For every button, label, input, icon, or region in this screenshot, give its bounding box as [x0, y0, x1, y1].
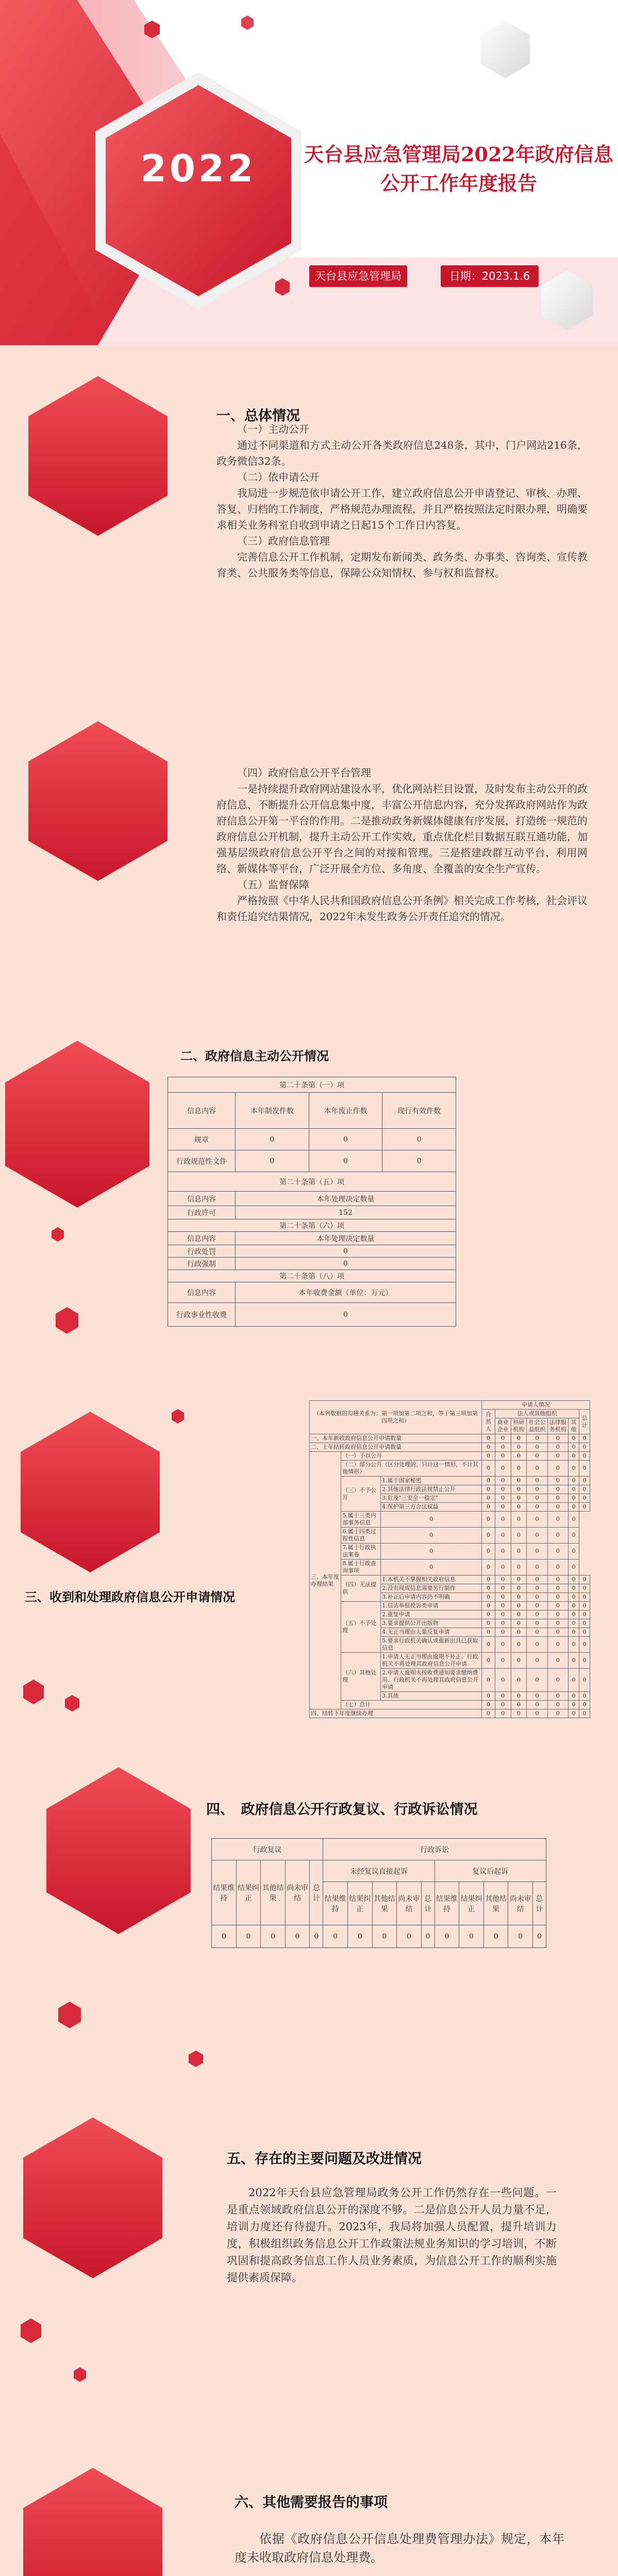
table-cell-value: 0 — [511, 1611, 527, 1619]
table-cell-value: 0 — [495, 1628, 511, 1637]
table-col-header: 本年制发件数 — [236, 1093, 309, 1129]
s1-paragraph-4: 一是持续提升政府网站建设水平，优化网站栏目设置，及时发布主动公开的政府信息，不断提升公开信息集中度，丰富公开信息内容，充分发挥政府网站作为政府信息公开第一平台的作用。二是推动政务新媒体健康有序发展，打造统一规范的政府信息公开机制，提升主动公开工作实效，重点优化栏目数据互联互通功能，加强基层级政府信息公开平台之间的对接和管理。三是搭建政群互动平台，利用网络、新媒体等平台，广泛开展全方位、多角度、全覆盖的安全生产宣传。 — [216, 783, 588, 875]
table-cell-value: 0 — [511, 1669, 527, 1692]
section-3-title: 三、收到和处理政府信息公开申请情况 — [25, 1589, 235, 1604]
section-1-title: 一、总体情况 — [216, 408, 300, 424]
table-row: （四）无法提供 1.本机关不掌握相关政府信息 0 0 0 0 0 0 0 — [310, 1575, 590, 1584]
title-line-1: 天台县应急管理局2022年政府信息 — [304, 143, 613, 166]
table-cell-value: 0 — [547, 1503, 568, 1512]
table-cell-value: 0 — [482, 1560, 495, 1575]
table-cell-value: 0 — [547, 1593, 568, 1602]
table-cell-value: 0 — [579, 1503, 590, 1512]
table-cell-value: 0 — [482, 1709, 495, 1718]
table-cell-value: 0 — [482, 1528, 495, 1544]
table-cell-value: 0 — [527, 1560, 547, 1575]
table-col-header: 自然人 — [482, 1410, 495, 1434]
table-col-header: 现行有效件数 — [382, 1093, 456, 1129]
table-cell-value: 0 — [569, 1628, 579, 1637]
section-6-body — [235, 2530, 564, 2567]
table-cell-value: 0 — [495, 1701, 511, 1709]
table-cell-value: 0 — [495, 1485, 511, 1494]
table-cell-value: 0 — [511, 1637, 527, 1653]
table-cell-value: 0 — [569, 1512, 579, 1528]
table-cell-value: 0 — [527, 1434, 547, 1443]
table-cell-value: 0 — [569, 1528, 579, 1544]
table-cell-value: 0 — [397, 1925, 422, 1948]
table-cell-value: 0 — [482, 1637, 495, 1653]
table-cell-value: 0 — [511, 1602, 527, 1611]
table-cell-value: 0 — [527, 1584, 547, 1593]
table-cell-value: 0 — [511, 1452, 527, 1461]
table-cell-value: 0 — [579, 1434, 590, 1443]
table-cell-value: 0 — [527, 1452, 547, 1461]
table-cell-value: 0 — [495, 1494, 511, 1503]
s1-subheading-5: （五）监督保障 — [237, 878, 309, 891]
table-cell-value: 0 — [495, 1477, 511, 1485]
table-cell-value: 0 — [569, 1584, 579, 1593]
table-cell-value: 0 — [482, 1669, 495, 1692]
table-row: 3.其他 0 0 0 0 0 0 0 — [310, 1692, 590, 1701]
section-6-title: 六、其他需要报告的事项 — [235, 2495, 388, 2511]
table-cell-value: 0 — [579, 1701, 590, 1709]
table-cell-value: 0 — [527, 1593, 547, 1602]
table-cell-value: 0 — [527, 1485, 547, 1494]
table-cell-value: 0 — [482, 1619, 495, 1628]
table-cell-value: 0 — [547, 1485, 568, 1494]
table-cell-value: 0 — [569, 1709, 579, 1718]
table-cell-value: 0 — [511, 1692, 527, 1701]
table-cell-value: 0 — [495, 1443, 511, 1452]
table-cell-value: 0 — [527, 1512, 547, 1528]
table-row: 3.危及"三安全一稳定" 0 0 0 0 0 0 0 — [310, 1494, 590, 1503]
table-cell-value: 0 — [579, 1709, 590, 1718]
table-cell-value: 0 — [508, 1925, 533, 1948]
table-cell-value: 0 — [511, 1544, 527, 1560]
table-cell-value: 0 — [482, 1434, 495, 1443]
table-cell-value: 0 — [569, 1653, 579, 1669]
table-cell-value: 0 — [579, 1575, 590, 1584]
s1-subheading-1: （一）主动公开 — [237, 423, 309, 435]
section-2-title: 二、政府信息主动公开情况 — [180, 1048, 329, 1063]
table-cell-value: 0 — [569, 1452, 579, 1461]
table-cell-value: 0 — [579, 1692, 590, 1701]
section-4-title: 四、 政府信息公开行政复议、行政诉讼情况 — [206, 1802, 478, 1818]
table-row: 行政许可 152 — [168, 1206, 456, 1219]
table-cell-value: 0 — [511, 1461, 527, 1477]
table-cell-value: 0 — [482, 1653, 495, 1669]
table-cell-value: 0 — [547, 1701, 568, 1709]
table-cell-value: 0 — [511, 1443, 527, 1452]
table-row: 7.属于行政执法案卷 0 0 0 0 0 0 0 — [310, 1544, 590, 1560]
table-cell-value: 0 — [511, 1575, 527, 1584]
table-cell-value: 0 — [569, 1619, 579, 1628]
table-cell-value: 0 — [527, 1477, 547, 1485]
section-1-body-continued — [216, 765, 588, 925]
table-cell-value: 0 — [569, 1593, 579, 1602]
table-cell-value: 0 — [511, 1593, 527, 1602]
table-cell-value: 0 — [547, 1653, 568, 1669]
table-cell-value: 0 — [261, 1925, 286, 1948]
table-cell-value: 0 — [547, 1477, 568, 1485]
table-cell-value: 0 — [527, 1692, 547, 1701]
table-row: 2.没有现成信息需要另行制作 0 0 0 0 0 0 0 — [310, 1584, 590, 1593]
table-cell-value: 0 — [495, 1544, 511, 1560]
table-col-header: 尚未审结 — [285, 1860, 310, 1925]
table-row: （二）部分公开（区分处理的，只计这一情形，不计其他情形） 0 0 0 0 0 0 0 — [310, 1461, 590, 1477]
table-group-header: 第二十条第（六）项 — [168, 1219, 456, 1232]
table-cell-value: 0 — [569, 1503, 579, 1512]
table-cell-value: 0 — [511, 1584, 527, 1593]
table-cell-value: 0 — [482, 1701, 495, 1709]
table-cell-value: 0 — [495, 1709, 511, 1718]
table-cell-value: 0 — [381, 1528, 482, 1544]
table-cell-value: 0 — [495, 1611, 511, 1619]
table-row: 行政规范性文件 0 0 0 — [168, 1150, 456, 1172]
table-cell-value: 0 — [569, 1602, 579, 1611]
table-cell-value: 0 — [569, 1637, 579, 1653]
table-group-header: 法人或其他组织 — [495, 1410, 579, 1418]
table-col-header: 商业企业 — [495, 1418, 511, 1434]
table-cell-value: 0 — [495, 1452, 511, 1461]
table-cell-value: 0 — [381, 1512, 482, 1528]
table-cell-value: 0 — [579, 1443, 590, 1452]
table-group-header: 第二十条第（一）项 — [168, 1077, 456, 1093]
table-cell-value: 0 — [569, 1434, 579, 1443]
report-header — [0, 0, 618, 345]
table-cell-value: 0 — [482, 1443, 495, 1452]
table-cell-value: 0 — [527, 1637, 547, 1653]
report-year: 2022 — [140, 147, 257, 190]
table-col-header: 社会公益组织 — [527, 1418, 547, 1434]
table-cell-value: 0 — [527, 1602, 547, 1611]
table-row: （六）其他处理 1.申请人无正当理由逾期不补正、行政机关不再处理其政府信息公开申请 0 0 0 0 0 0 0 — [310, 1653, 590, 1669]
s1-paragraph-5: 严格按照《中华人民共和国政府信息公开条例》相关完成工作考核，社会评议和责任追究结果情况，2022年未发生政务公开责任追究的情况。 — [216, 894, 588, 923]
table-cell-value: 0 — [495, 1528, 511, 1544]
table-cell-value: 0 — [495, 1637, 511, 1653]
table-row: 行政事业性收费 0 — [168, 1303, 456, 1327]
s1-paragraph-2: 我局进一步规范依申请公开工作，建立政府信息公开申请登记、审核、办理、答复、归档的工作制度，严格规范办理流程，并且严格按照法定时限办理，明确要求相关业务科室自收到申请之日起15个工作日内答复。 — [216, 487, 588, 531]
table-cell-value: 0 — [527, 1709, 547, 1718]
table-cell-value: 0 — [579, 1637, 590, 1653]
table-row — [212, 1925, 546, 1948]
table-cell-value: 0 — [495, 1653, 511, 1669]
table-row: 2.其他法律行政法规禁止公开 0 0 0 0 0 0 0 — [310, 1485, 590, 1494]
table-cell-value: 0 — [569, 1461, 579, 1477]
table-cell-value: 0 — [579, 1477, 590, 1485]
table-cell-value: 0 — [569, 1669, 579, 1692]
table-cell-value: 0 — [579, 1461, 590, 1477]
table-group-header: 第二十条第（八）项 — [168, 1270, 456, 1282]
table-cell-value: 0 — [547, 1637, 568, 1653]
table-cell-value: 0 — [495, 1560, 511, 1575]
section-5-body — [227, 2184, 557, 2286]
table-cell-value: 0 — [569, 1560, 579, 1575]
table-col-header: 法律服务机构 — [547, 1418, 568, 1434]
table-cell-value: 0 — [547, 1452, 568, 1461]
table-cell-value: 0 — [579, 1619, 590, 1628]
table-row: 一、本年新收政府信息公开申请数量 0 0 0 0 0 0 0 — [310, 1434, 590, 1443]
table-row: 3.要求提供公开出版物 0 0 0 0 0 0 0 — [310, 1619, 590, 1628]
table-cell-value: 0 — [547, 1611, 568, 1619]
table-cell-value: 0 — [569, 1477, 579, 1485]
table-cell-value: 0 — [511, 1512, 527, 1528]
table-cell-value: 0 — [482, 1611, 495, 1619]
s1-subheading-3: （三）政府信息管理 — [237, 535, 330, 547]
table-row: （五）不予处理 1.信访举报投诉类申请 0 0 0 0 0 0 0 — [310, 1602, 590, 1611]
table-col-header: 信息内容 — [168, 1093, 236, 1129]
table-cell-value: 0 — [579, 1584, 590, 1593]
table-cell-value: 0 — [569, 1701, 579, 1709]
table-cell-value: 0 — [547, 1575, 568, 1584]
table-cell-value: 0 — [495, 1584, 511, 1593]
table-cell-value: 0 — [236, 1925, 261, 1948]
table-cell-value: 0 — [569, 1544, 579, 1560]
table-cell-value: 0 — [547, 1560, 568, 1575]
table-cell-value: 0 — [579, 1494, 590, 1503]
table-row: （三）不予公开 1.属于国家秘密 0 0 0 0 0 0 0 — [310, 1477, 590, 1485]
table-cell-value: 0 — [547, 1544, 568, 1560]
active-disclosure-table: 第二十条第（一）项 信息内容 本年制发件数 本年废止件数 现行有效件数 规章 0 0 0 行政规范性文件 0 0 0 第二十条第（五）项 信息内容 本年处理决定数量 行政许可 152 第二十条第（六）项 信息内容 本年处理决定数量 行政处罚 0 行政强制 0 第二十条第（八）项 信息内容 本年收费金额（单位：万元） 行政事业性收费 0 — [168, 1077, 456, 1327]
table-cell-value: 0 — [381, 1544, 482, 1560]
table-col-header: 总计 — [579, 1410, 590, 1434]
table-row: 5.属于三类内部事务信息 0 0 0 0 0 0 0 — [310, 1512, 590, 1528]
table-cell-value: 0 — [569, 1611, 579, 1619]
table-cell-value: 0 — [511, 1560, 527, 1575]
table-cell-value: 0 — [547, 1692, 568, 1701]
table-cell-value: 0 — [511, 1709, 527, 1718]
table-cell-value: 0 — [310, 1925, 323, 1948]
table-cell-value: 0 — [511, 1701, 527, 1709]
table-row: 四、结转下年度继续办理 0 0 0 0 0 0 0 — [310, 1709, 590, 1718]
table-cell-value: 0 — [547, 1619, 568, 1628]
application-handling-table — [309, 1400, 590, 1718]
table-cell-value: 0 — [579, 1593, 590, 1602]
table-cell-value: 0 — [547, 1584, 568, 1593]
table-col-header: 科研机构 — [511, 1418, 527, 1434]
s1-paragraph-3: 完善信息公开工作机制，定期发布新闻类、政务类、办事类、咨询类、宣传教育类、公共服务类等信息，保障公众知情权、参与权和监督权。 — [216, 551, 588, 579]
table-cell-value: 0 — [495, 1602, 511, 1611]
table-cell-value: 0 — [495, 1575, 511, 1584]
table-cell-value: 0 — [482, 1692, 495, 1701]
table-row: 5.要求行政机关确认或重新出具已获取信息 0 0 0 0 0 0 0 — [310, 1637, 590, 1653]
table-cell-value: 0 — [495, 1434, 511, 1443]
table-cell-value: 0 — [482, 1477, 495, 1485]
table-cell-value: 0 — [482, 1503, 495, 1512]
table-cell-value: 0 — [511, 1485, 527, 1494]
table-cell-value: 0 — [511, 1528, 527, 1544]
table-cell-value: 0 — [482, 1544, 495, 1560]
table-cell-value: 0 — [482, 1593, 495, 1602]
table-cell-value: 0 — [547, 1434, 568, 1443]
table-row: （七）总计 0 0 0 0 0 0 0 — [310, 1701, 590, 1709]
table-cell-value: 0 — [579, 1628, 590, 1637]
s1-subheading-2: （二）依申请公开 — [237, 471, 320, 483]
table-cell-value: 0 — [495, 1692, 511, 1701]
table-cell-value: 0 — [547, 1709, 568, 1718]
table-cell-value: 0 — [495, 1503, 511, 1512]
table-cell-value: 0 — [569, 1443, 579, 1452]
table-cell-value: 0 — [495, 1619, 511, 1628]
org-badge: 天台县应急管理局 — [309, 265, 407, 287]
table-row: 6.属于四类过程性信息 0 0 0 0 0 0 0 — [310, 1528, 590, 1544]
table-col-header: 结果纠正 — [236, 1860, 261, 1925]
table-cell-value: 0 — [495, 1461, 511, 1477]
table-cell-value: 0 — [482, 1461, 495, 1477]
table-cell-value: 0 — [495, 1669, 511, 1692]
table-cell-value: 0 — [527, 1701, 547, 1709]
table-cell-value: 0 — [482, 1452, 495, 1461]
table-cell-value: 0 — [527, 1443, 547, 1452]
table-cell-value: 0 — [527, 1528, 547, 1544]
table-row: 2.申请人逾期未按收费通知要求缴纳费用、行政机关不再处理其政府信息公开申请 0 0 0 0 0 0 0 — [310, 1669, 590, 1692]
table-cell-value: 0 — [533, 1925, 546, 1948]
table-cell-value: 0 — [569, 1485, 579, 1494]
table-cell-value: 0 — [547, 1528, 568, 1544]
table-cell-value: 0 — [579, 1485, 590, 1494]
table-corner-note: （本列数据的勾稽关系为：第一项加第二项之和，等于第三项加第四项之和） — [310, 1401, 482, 1434]
table-cell-value: 0 — [435, 1925, 459, 1948]
table-cell-value: 0 — [527, 1503, 547, 1512]
table-cell-value: 0 — [527, 1494, 547, 1503]
table-cell-value: 0 — [482, 1494, 495, 1503]
section-1-body — [216, 421, 588, 581]
table-cell-value: 0 — [483, 1925, 508, 1948]
table-cell-value: 0 — [482, 1584, 495, 1593]
table-cell-value: 0 — [527, 1653, 547, 1669]
table-cell-value: 0 — [421, 1925, 435, 1948]
table-row: 8.属于行政查询事项 0 0 0 0 0 0 0 — [310, 1560, 590, 1575]
table-cell-value: 0 — [511, 1494, 527, 1503]
table-cell-value: 0 — [482, 1602, 495, 1611]
table-cell-value: 0 — [579, 1653, 590, 1669]
table-row: 3.补正后申请内容仍不明确 0 0 0 0 0 0 0 — [310, 1593, 590, 1602]
table-cell-value: 0 — [547, 1512, 568, 1528]
table-cell-value: 0 — [347, 1925, 372, 1948]
table-group-header: 行政诉讼 — [323, 1839, 546, 1860]
table-cell-value: 0 — [482, 1485, 495, 1494]
s1-subheading-4: （四）政府信息公开平台管理 — [237, 767, 371, 779]
s5-paragraph: 2022年天台县应急管理局政务公开工作仍然存在一些问题。一是重点领域政府信息公开的深度不够。二是信息公开人员力量不足，培训力度还有待提升。2023年，我局将加强人员配置，提升培训力度，积极组织政务信息公开工作政策法规业务知识的学习培训，不断巩固和提高政务信息工作人员业务素质，为信息公开工作的顺利实施提供素质保障。 — [227, 2187, 557, 2284]
table-cell-value: 0 — [381, 1560, 482, 1575]
table-col-header: 本年废止件数 — [309, 1093, 382, 1129]
table-cell-value: 0 — [212, 1925, 237, 1948]
table-cell-value: 0 — [511, 1619, 527, 1628]
table-col-header: 其他 — [569, 1418, 579, 1434]
table-cell-value: 0 — [372, 1925, 397, 1948]
table-cell-value: 0 — [547, 1494, 568, 1503]
date-badge: 日期：2023.1.6 — [441, 265, 539, 287]
table-cell-value: 0 — [527, 1544, 547, 1560]
table-row: 行政强制 0 — [168, 1258, 456, 1270]
table-cell-value: 0 — [569, 1692, 579, 1701]
table-cell-value: 0 — [482, 1575, 495, 1584]
table-cell-value: 0 — [511, 1477, 527, 1485]
table-cell-value: 0 — [459, 1925, 484, 1948]
table-cell-value: 0 — [285, 1925, 310, 1948]
s1-paragraph-1: 通过不同渠道和方式主动公开各类政府信息248条，其中，门户网站216条，政务微信32条。 — [216, 439, 588, 467]
table-col-header: 结果维持 — [212, 1860, 237, 1925]
table-cell-value: 0 — [511, 1653, 527, 1669]
table-row: 规章 0 0 0 — [168, 1129, 456, 1150]
table-row: 行政处罚 0 — [168, 1245, 456, 1258]
table-group-header: 申请人情况 — [482, 1401, 590, 1410]
table-cell-value: 0 — [579, 1611, 590, 1619]
table-col-header: 其他结果 — [261, 1860, 286, 1925]
table-cell-value: 0 — [527, 1628, 547, 1637]
table-cell-value: 0 — [547, 1461, 568, 1477]
table-cell-value: 0 — [527, 1619, 547, 1628]
table-group-header: 复议后起诉 — [435, 1860, 546, 1882]
table-row: 4.保护第三方合法权益 0 0 0 0 0 0 0 — [310, 1503, 590, 1512]
table-cell-value: 0 — [482, 1512, 495, 1528]
table-cell-value: 0 — [495, 1512, 511, 1528]
table-cell-value: 0 — [323, 1925, 348, 1948]
table-cell-value: 0 — [511, 1434, 527, 1443]
table-group-header: 行政复议 — [212, 1839, 323, 1860]
table-group-header: 未经复议直接起诉 — [323, 1860, 435, 1882]
table-row: 4.无正当理由大量反复申请 0 0 0 0 0 0 0 — [310, 1628, 590, 1637]
table-row: 二、上年结转政府信息公开申请数量 0 0 0 0 0 0 0 — [310, 1443, 590, 1452]
table-cell-value: 0 — [547, 1443, 568, 1452]
table-cell-value: 0 — [527, 1461, 547, 1477]
table-cell-value: 0 — [579, 1602, 590, 1611]
table-cell-value: 0 — [527, 1611, 547, 1619]
table-cell-value: 0 — [511, 1503, 527, 1512]
s6-paragraph: 依据《政府信息公开信息处理费管理办法》规定，本年度未收取政府信息处理费。 — [235, 2532, 564, 2565]
table-row: 三、本年度办理结果 （一）予以公开 0 0 0 0 0 0 0 — [310, 1452, 590, 1461]
title-line-2: 公开工作年度报告 — [380, 172, 537, 195]
table-cell-value: 0 — [547, 1669, 568, 1692]
table-cell-value: 0 — [547, 1602, 568, 1611]
review-litigation-table: 行政复议 行政诉讼 结果维持 结果纠正 其他结果 尚未审结 总计 未经复议直接起诉 复议后起诉 结果维持 结果纠正 其他结果 尚未审结 总计 结果维持 结果纠正 其他结果 尚未审结 总计 0 0 0 0 0 0 0 0 0 0 0 0 0 0 0 — [211, 1838, 546, 1948]
table-col-header: 总计 — [310, 1860, 323, 1925]
report-title — [304, 140, 613, 198]
table-cell-value: 0 — [579, 1452, 590, 1461]
table-cell-value: 0 — [569, 1575, 579, 1584]
table-row: 2.重复申请 0 0 0 0 0 0 0 — [310, 1611, 590, 1619]
table-cell-value: 0 — [579, 1669, 590, 1692]
table-cell-value: 0 — [527, 1669, 547, 1692]
section-5-title: 五、存在的主要问题及改进情况 — [227, 2151, 422, 2167]
table-cell-value: 0 — [547, 1628, 568, 1637]
table-cell-value: 0 — [569, 1494, 579, 1503]
table-cell-value: 0 — [482, 1628, 495, 1637]
table-cell-value: 0 — [527, 1575, 547, 1584]
table-group-header: 第二十条第（五）项 — [168, 1172, 456, 1192]
table-cell-value: 0 — [495, 1593, 511, 1602]
table-cell-value: 0 — [511, 1628, 527, 1637]
